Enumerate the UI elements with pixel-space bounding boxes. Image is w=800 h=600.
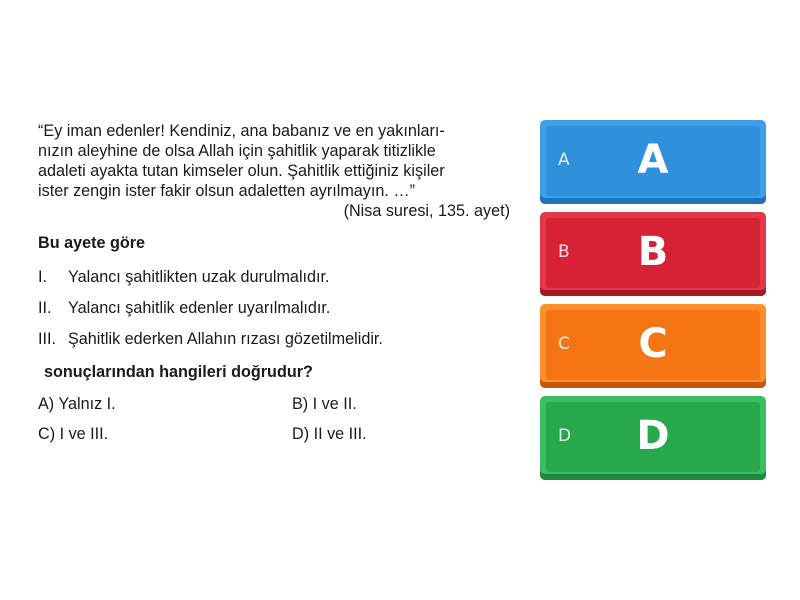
answer-button-a[interactable] <box>540 120 766 204</box>
answer-key-label: D <box>558 426 572 446</box>
statement-item <box>38 267 510 298</box>
quote-line: “Ey iman edenler! Kendiniz, ana babanız ve en yakınları- <box>38 122 445 140</box>
answer-key-label: C <box>558 334 570 354</box>
answer-label: B <box>637 229 669 275</box>
choice-a-text: A) Yalnız I. <box>38 395 116 413</box>
choice-d-text: D) II ve III. <box>292 425 367 443</box>
choice-c-text: C) I ve III. <box>38 425 109 443</box>
answer-button-b[interactable] <box>540 212 766 296</box>
statement-text: Yalancı şahitlik edenler uyarılmalıdır. <box>68 299 331 317</box>
choice-grid <box>38 394 510 444</box>
quote-line: ister zengin ister fakir olsun adaletten ayrılmayın. …” <box>38 182 415 200</box>
quote-line: nızın aleyhine de olsa Allah için şahitlik yaparak titizlikle <box>38 142 436 160</box>
statement-item <box>38 329 510 360</box>
statement-number: III. <box>38 330 56 348</box>
quote-source: (Nisa suresi, 135. ayet) <box>343 202 510 220</box>
choice-b-text: B) I ve II. <box>292 395 357 413</box>
answer-list <box>540 120 766 488</box>
statement-item <box>38 298 510 329</box>
question-image <box>38 121 510 444</box>
answer-label: A <box>637 137 669 183</box>
answer-button-d[interactable] <box>540 396 766 480</box>
answer-key-label: A <box>558 150 570 170</box>
question-ask: sonuçlarından hangileri doğrudur? <box>44 363 313 381</box>
quote <box>38 121 510 201</box>
statement-text: Şahitlik ederken Allahın rızası gözetilmelidir. <box>68 330 383 348</box>
answer-label: C <box>638 321 668 367</box>
statement-text: Yalancı şahitlikten uzak durulmalıdır. <box>68 268 330 286</box>
statement-list <box>38 267 510 360</box>
statement-number: II. <box>38 299 52 317</box>
question-prompt: Bu ayete göre <box>38 234 146 252</box>
answer-button-c[interactable] <box>540 304 766 388</box>
answer-key-label: B <box>558 242 570 262</box>
quote-line: adaleti ayakta tutan kimseler olun. Şahitlik ettiğiniz kişiler <box>38 162 445 180</box>
answer-label: D <box>636 413 670 459</box>
statement-number: I. <box>38 268 47 286</box>
